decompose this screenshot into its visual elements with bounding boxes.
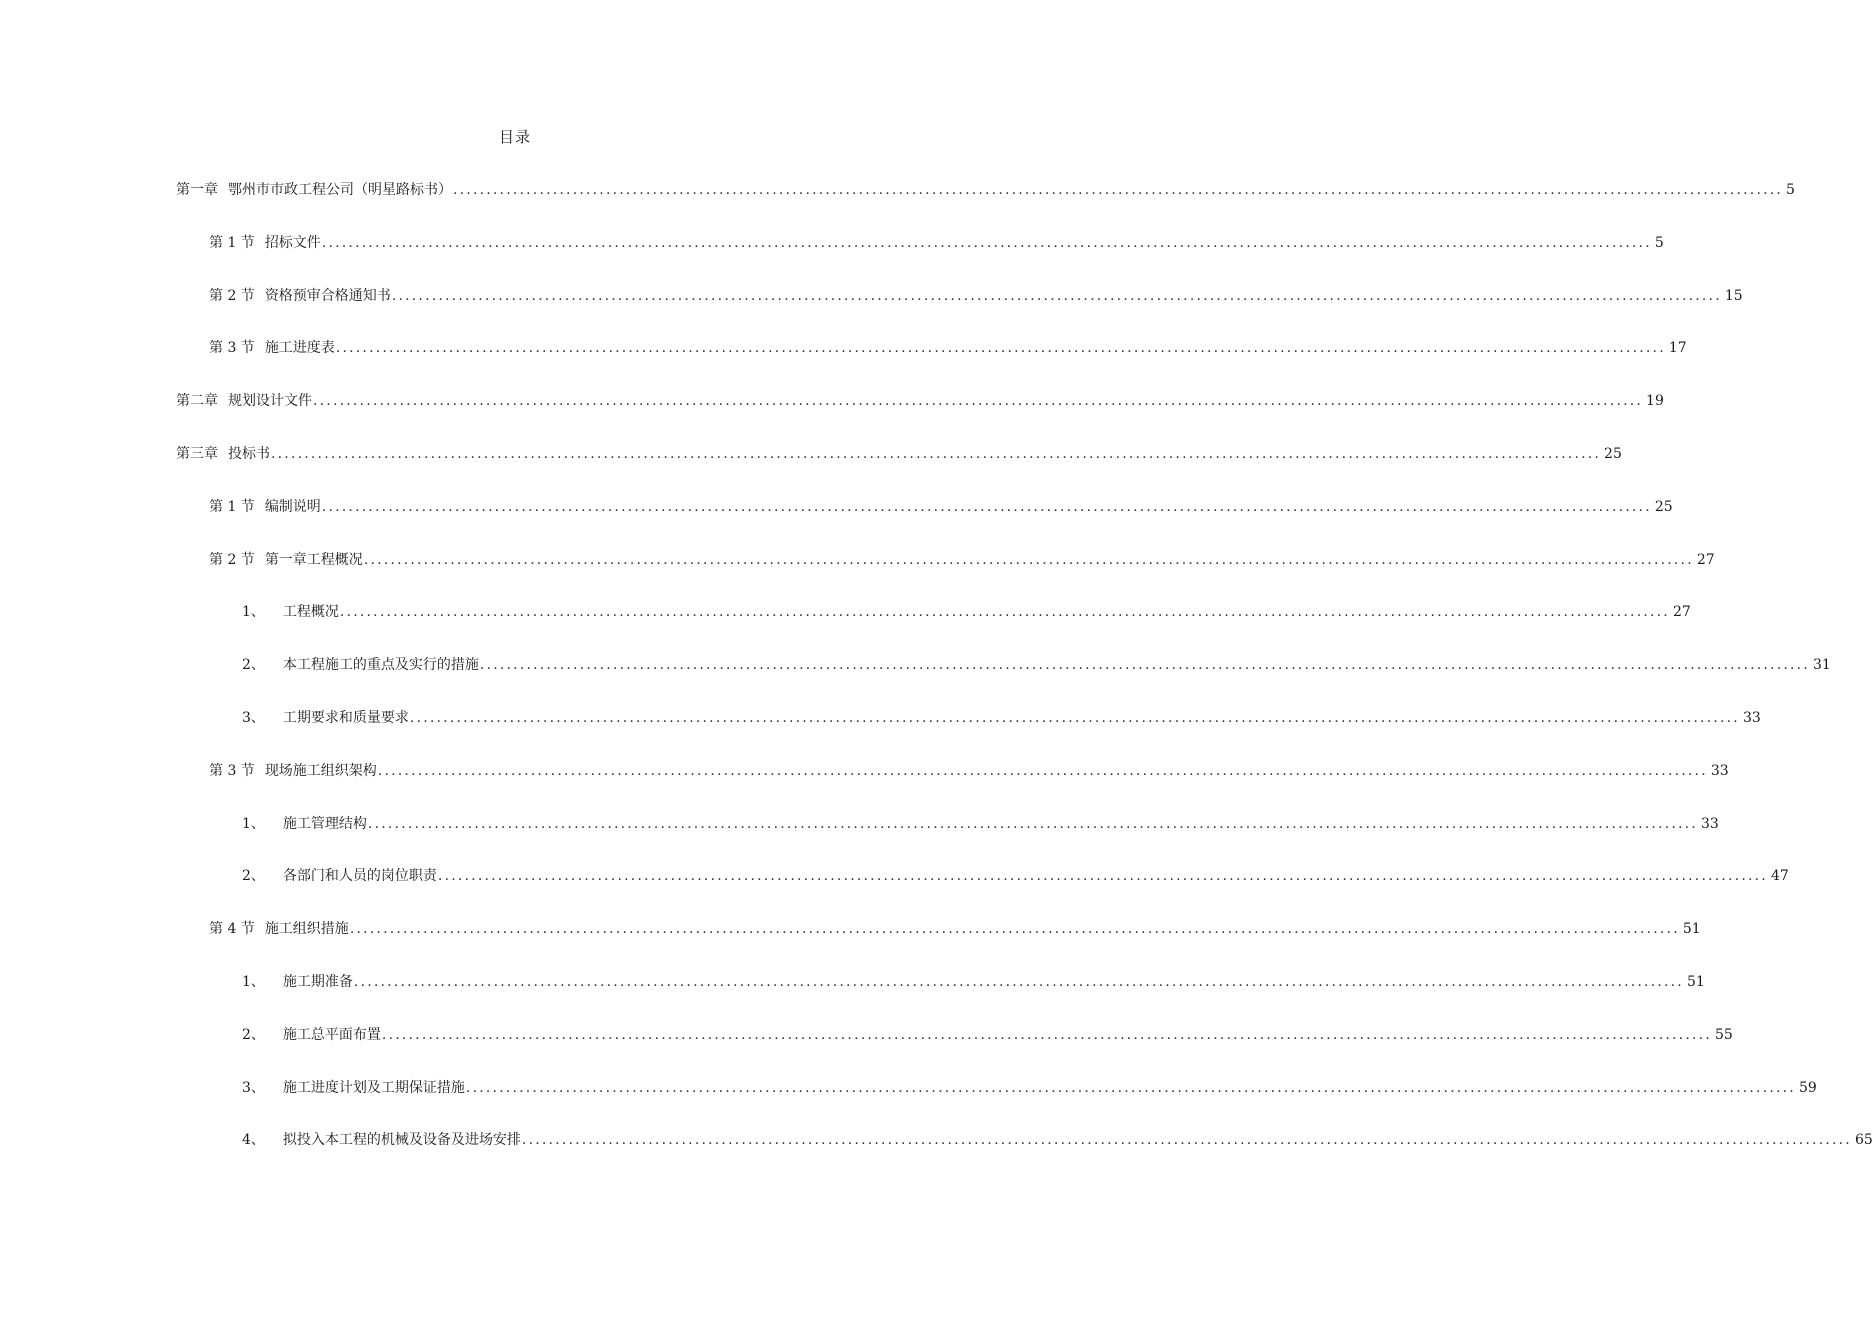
toc-entry-page: 65 [1854, 1132, 1873, 1149]
toc-entry-label: 施工组织措施 [264, 921, 349, 938]
toc-entry[interactable] [0, 440, 1622, 493]
dot-leader: ........................................................................................................................................................................................................ [479, 657, 1810, 674]
dot-leader: ........................................................................................................................................................................................................ [367, 815, 1698, 832]
toc-entry-page: 51 [1682, 921, 1701, 938]
toc-entry-number: 第 2 节 [209, 287, 255, 304]
toc-entry-number: 第三章 [176, 445, 218, 462]
toc-entry-label: 鄂州市市政工程公司（明星路标书） [228, 182, 452, 198]
dot-leader: ........................................................................................................................................................................................................ [321, 498, 1652, 515]
toc-entry-number: 3、 [242, 709, 265, 726]
toc-entry-page: 25 [1604, 445, 1622, 462]
dot-leader: ........................................................................................................................................................................................................ [313, 393, 1644, 410]
toc-entry-page: 25 [1654, 498, 1673, 515]
toc-title: 目录 [498, 128, 531, 146]
dot-leader: ........................................................................................................................................................................................................ [335, 340, 1666, 357]
toc-entry[interactable] [0, 282, 1743, 335]
dot-leader: ........................................................................................................................................................................................................ [363, 551, 1694, 568]
toc-entry[interactable] [0, 1021, 1733, 1074]
toc-entry-page: 17 [1668, 340, 1687, 357]
toc-entry-page: 47 [1770, 868, 1789, 885]
toc-entry-label: 施工总平面布置 [282, 1026, 381, 1043]
toc-entry-label: 拟投入本工程的机械及设备及进场安排 [282, 1132, 521, 1149]
toc-entry-label: 施工期准备 [282, 973, 353, 990]
dot-leader: ........................................................................................................................................................................................................ [521, 1132, 1852, 1149]
toc-entry[interactable] [0, 387, 1664, 440]
toc-entry-number: 1、 [242, 604, 265, 621]
dot-leader: ........................................................................................................................................................................................................ [271, 445, 1602, 462]
toc-entry-label: 现场施工组织架构 [264, 762, 377, 779]
toc-entry-page: 59 [1798, 1079, 1817, 1096]
dot-leader: ........................................................................................................................................................................................................ [391, 287, 1722, 304]
toc-entry[interactable] [0, 334, 1687, 387]
toc-entry-number: 4、 [242, 1132, 265, 1149]
toc-entry-label: 施工进度计划及工期保证措施 [282, 1079, 465, 1096]
dot-leader: ........................................................................................................................................................................................................ [349, 921, 1680, 938]
toc-entry-page: 27 [1672, 604, 1691, 621]
toc-entry-number: 第 1 节 [209, 498, 255, 515]
toc-entry-label: 投标书 [228, 445, 270, 462]
toc-entry-page: 31 [1812, 657, 1831, 674]
toc-entry-number: 2、 [242, 868, 265, 885]
dot-leader: ........................................................................................................................................................................................................ [381, 1026, 1712, 1043]
toc-entry-page: 33 [1742, 709, 1761, 726]
toc-entry[interactable] [0, 862, 1789, 915]
toc-entry-number: 第 1 节 [209, 234, 255, 251]
dot-leader: ........................................................................................................................................................................................................ [321, 234, 1652, 251]
toc-entry[interactable] [0, 229, 1664, 282]
toc-entry-label: 各部门和人员的岗位职责 [282, 868, 437, 885]
dot-leader: ........................................................................................................................................................................................................ [465, 1079, 1796, 1096]
toc-entry-page: 5 [1786, 182, 1795, 198]
toc-entry-page: 51 [1686, 973, 1705, 990]
toc-entry[interactable] [0, 757, 1729, 810]
dot-leader: ........................................................................................................................................................................................................ [409, 709, 1740, 726]
dot-leader: ........................................................................................................................................................................................................ [377, 762, 1708, 779]
toc-entry-number: 1、 [242, 973, 265, 990]
toc-entry-label: 编制说明 [264, 498, 321, 515]
toc-entry-label: 第一章工程概况 [264, 551, 363, 568]
toc-entry[interactable] [0, 1074, 1817, 1127]
toc-entry-page: 27 [1696, 551, 1715, 568]
toc-entry-number: 第 2 节 [209, 551, 255, 568]
toc-entry[interactable] [0, 704, 1761, 757]
toc-entry-number: 第二章 [176, 393, 218, 410]
toc-entry-page: 33 [1710, 762, 1729, 779]
toc-entry[interactable] [0, 176, 1795, 229]
toc-entry[interactable] [0, 493, 1673, 546]
dot-leader: ........................................................................................................................................................................................................ [453, 182, 1784, 198]
toc-entry-label: 施工进度表 [264, 340, 335, 357]
toc-entry-number: 3、 [242, 1079, 265, 1096]
toc-entry-label: 招标文件 [264, 234, 321, 251]
toc-entry-label: 本工程施工的重点及实行的措施 [282, 657, 479, 674]
dot-leader: ........................................................................................................................................................................................................ [353, 973, 1684, 990]
toc-entry-number: 2、 [242, 1026, 265, 1043]
toc-entry-page: 15 [1724, 287, 1743, 304]
toc-entry-label: 资格预审合格通知书 [264, 287, 391, 304]
toc-entry-page: 55 [1714, 1026, 1733, 1043]
toc-entry-page: 5 [1654, 234, 1664, 251]
toc-entry-number: 第一章 [176, 182, 218, 198]
toc-entry-number: 1、 [242, 815, 265, 832]
toc-list [0, 176, 1873, 1179]
toc-entry[interactable] [0, 651, 1831, 704]
toc-entry-page: 19 [1646, 393, 1664, 410]
toc-entry-page: 33 [1700, 815, 1719, 832]
toc-entry-label: 规划设计文件 [228, 393, 312, 410]
toc-entry[interactable] [0, 915, 1701, 968]
toc-entry-number: 第 3 节 [209, 340, 255, 357]
toc-entry-label: 工期要求和质量要求 [282, 709, 409, 726]
dot-leader: ........................................................................................................................................................................................................ [339, 604, 1670, 621]
toc-entry[interactable] [0, 968, 1705, 1021]
toc-entry-number: 2、 [242, 657, 265, 674]
toc-entry-label: 工程概况 [282, 604, 339, 621]
toc-entry[interactable] [0, 1126, 1873, 1179]
toc-entry[interactable] [0, 598, 1691, 651]
toc-entry-label: 施工管理结构 [282, 815, 367, 832]
toc-entry-number: 第 4 节 [209, 921, 255, 938]
toc-entry-number: 第 3 节 [209, 762, 255, 779]
toc-entry[interactable] [0, 810, 1719, 863]
dot-leader: ........................................................................................................................................................................................................ [437, 868, 1768, 885]
toc-entry[interactable] [0, 546, 1715, 599]
